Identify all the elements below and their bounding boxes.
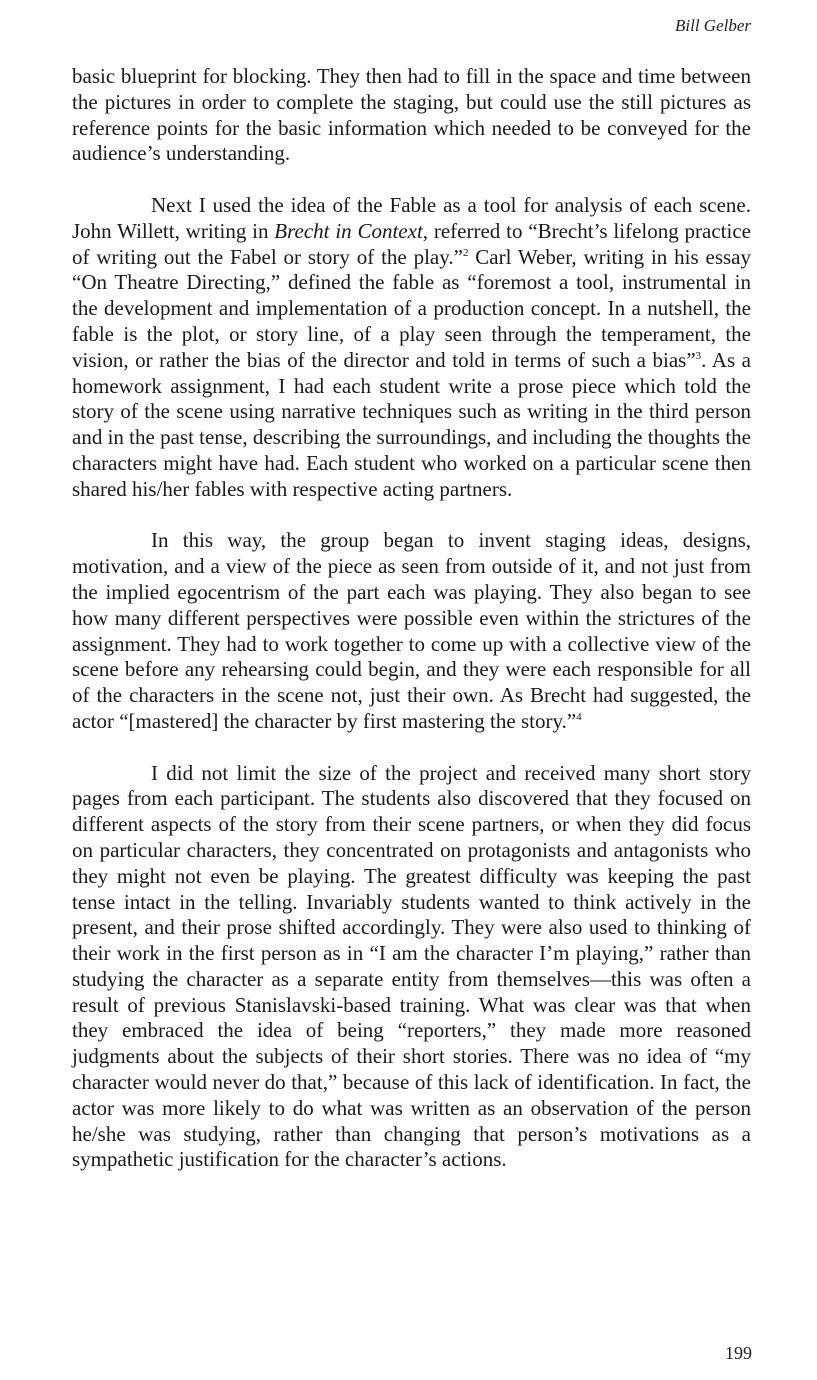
text-run: Next I used the idea of the Fable as a tool for analysis of each scene. John Willett, writing in	[72, 192, 751, 243]
body-text	[72, 64, 751, 1173]
running-head-author: Bill Gelber	[674, 16, 751, 35]
text-run: , referred to “Brecht’s lifelong practice of writing out the Fabel or story of the play.”	[72, 218, 751, 269]
text-run: In this way, the group began to invent staging ideas, designs, motivation, and a view of the piece as seen from outside of it, and not just from the implied egocentrism of the part each was playing. They also began to see how many different perspectives were possible even within the strictures of the assignment. They had to work together to come up with a collective view of the scene before any rehearsing could begin, and they were each responsible for all of the characters in the scene not, just their own. As Brecht had suggested, the actor “[mastered] the character by first mastering the story.”	[72, 528, 751, 733]
page-number: 199	[725, 1343, 752, 1363]
footnote-marker: 3	[695, 349, 702, 362]
text-run: . As a homework assignment, I had each student write a prose piece which told the story of the scene using narrative techniques such as writing in the third person and in the past tense, describing the surroundings, and including the thoughts the characters might have had. Each student who worked on a particular scene then shared his/her fables with respective acting partners.	[72, 347, 752, 501]
italic-title: Brecht in Context	[274, 218, 423, 243]
paragraph-4	[72, 761, 751, 1174]
paragraph-2	[72, 193, 751, 503]
paragraph-3	[72, 528, 751, 734]
text-run: I did not limit the size of the project and received many short story pages from each participant. The students also discovered that they focused on different aspects of the story from their scene partners, or when they did focus on particular characters, they concentrated on protagonists and antagonists who they might not even be playing. The greatest difficulty was keeping the past tense intact in the telling. Invariably students wanted to think actively in the present, and their prose shifted accordingly. They were also used to thinking of their work in the first person as in “I am the character I’m playing,” rather than studying the character as a separate entity from themselves—this was often a result of previous Stanislavski-based training. What was clear was that when they embraced the idea of being “reporters,” they made more reasoned judgments about the subjects of their short stories. There was no idea of “my character would never do that,” because of this lack of identification. In fact, the actor was more likely to do what was written as an observation of the person he/she was studying, rather than changing that person’s motivations as a sympathetic justification for the character’s actions.	[72, 760, 751, 1172]
text-run: Carl Weber, writing in his essay “On Theatre Directing,” defined the fable as “foremost a tool, instrumental in the development and implementation of a production concept. In a nutshell, the fable is the plot, or story line, of a play seen through the temperament, the vision, or rather the bias of the director and told in terms of such a bias”	[72, 244, 751, 372]
paragraph-1	[72, 64, 751, 167]
footnote-marker: 2	[462, 246, 469, 259]
text-run: basic blueprint for blocking. They then had to fill in the space and time between the pictures in order to complete the staging, but could use the still pictures as reference points for the basic information which needed to be conveyed for the audience’s understanding.	[72, 64, 751, 166]
footnote-marker: 4	[576, 710, 582, 723]
